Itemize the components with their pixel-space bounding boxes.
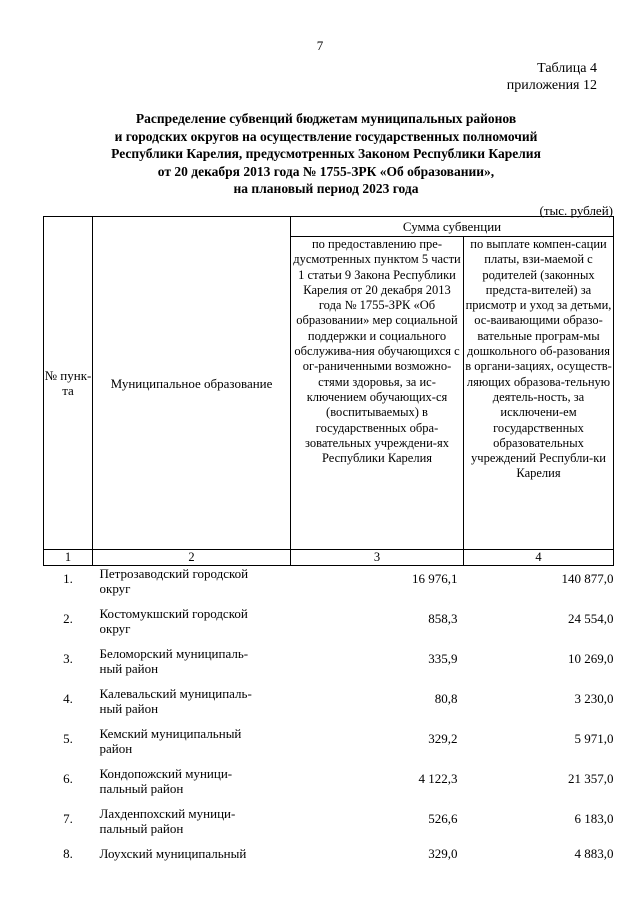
header-item-number: № пунк-та (44, 217, 93, 550)
table-number: Таблица 4 (537, 61, 597, 76)
title-line-1: Распределение субвенций бюджетам муниципальных районов (135, 111, 517, 126)
header-municipality-label: Муниципальное образование (110, 375, 273, 391)
municipality-name (93, 726, 291, 766)
name-line: округ (99, 580, 131, 596)
municipality-name (93, 806, 291, 846)
compensation-amount: 10 269,0 (568, 651, 614, 666)
social-support-amount: 329,2 (428, 731, 458, 746)
name-line: Петрозаводский городской (99, 566, 249, 581)
header-social-support: по предоставлению пре-дусмотренных пунктом 5 части 1 статьи 9 Закона Республики Карелия от 20 декабря 2013 года № 1755-ЗРК «Об образовании» мер социальной поддержки и социального обслужива-ния обучающихся с ог-раниченными возможно-стями здоровья, за ис-ключением обучающих-ся (воспитываемых) в государственных обра-зовательных учреждени-ях Республики Карелия (291, 237, 464, 550)
compensation-amount: 5 971,0 (574, 731, 614, 746)
name-line: пальный район (99, 780, 184, 796)
subvention-table (43, 216, 614, 865)
row-number: 4. (63, 691, 73, 706)
social-support-amount: 4 122,3 (418, 771, 458, 786)
municipality-name (93, 646, 291, 686)
compensation-amount: 24 554,0 (568, 611, 614, 626)
title-line-3: Республики Карелия, предусмотренных Законом Республики Карелия (111, 146, 541, 161)
table-row (44, 806, 614, 846)
compensation-amount: 140 877,0 (561, 571, 614, 586)
municipality-name (93, 766, 291, 806)
column-number: 4 (464, 550, 614, 566)
title-line-4: от 20 декабря 2013 года № 1755-ЗРК «Об образовании», (157, 163, 495, 179)
compensation-amount: 4 883,0 (574, 846, 614, 861)
column-number: 2 (93, 550, 291, 566)
name-line: округ (99, 620, 131, 636)
title-line-2: и городских округов на осуществление государственных полномочий (114, 128, 538, 144)
page-number: 7 (316, 38, 324, 53)
document-title (40, 110, 612, 198)
row-number: 2. (63, 611, 73, 626)
name-line: ный район (99, 660, 159, 676)
name-line: Лоухский муниципальный (99, 846, 247, 861)
table-row (44, 606, 614, 646)
table-reference (507, 60, 597, 94)
header-compensation: по выплате компен-сации платы, взи-маемой с родителей (законных предста-вителей) за присмотр и уход за детьми, ос-ваивающими образо-вательные програм-мы дошкольного об-разования в органи-зациях, осуществ-ляющих образова-тельную деятель-ность, за исключени-ем государственных образовательных учреждений Республи-ки Карелия (464, 237, 614, 550)
row-number: 8. (63, 846, 73, 861)
column-number: 1 (44, 550, 93, 566)
compensation-amount: 21 357,0 (568, 771, 614, 786)
compensation-amount: 3 230,0 (574, 691, 614, 706)
social-support-amount: 526,6 (428, 811, 458, 826)
title-line-5: на плановый период 2023 года (233, 181, 419, 196)
row-number: 1. (63, 571, 73, 586)
table-row (44, 846, 614, 865)
appendix-number: приложения 12 (506, 78, 597, 93)
social-support-amount: 16 976,1 (412, 571, 458, 586)
name-line: район (99, 740, 133, 756)
name-line: Костомукшский городской (99, 606, 248, 621)
social-support-amount: 80,8 (434, 691, 458, 706)
social-support-amount: 335,9 (428, 651, 458, 666)
row-number: 7. (63, 811, 73, 826)
municipality-name (93, 846, 291, 865)
municipality-name (93, 686, 291, 726)
social-support-amount: 858,3 (428, 611, 458, 626)
header-subvention-amount: Сумма субвенции (291, 217, 614, 237)
row-number: 3. (63, 651, 73, 666)
compensation-amount: 6 183,0 (574, 811, 614, 826)
name-line: Беломорский муниципаль- (99, 646, 249, 661)
municipality-name (93, 566, 291, 607)
header-municipality (93, 217, 291, 550)
units-note: (тыс. рублей) (539, 203, 613, 218)
table-row (44, 566, 614, 607)
municipality-name (93, 606, 291, 646)
name-line: ный район (99, 700, 159, 716)
table-row (44, 646, 614, 686)
name-line: Лахденпохский муници- (99, 806, 236, 821)
table-row (44, 766, 614, 806)
social-support-amount: 329,0 (428, 846, 458, 861)
name-line: Кемский муниципальный (99, 726, 242, 741)
name-line: Кондопожский муници- (99, 766, 233, 781)
name-line: пальный район (99, 820, 184, 836)
table-row (44, 726, 614, 766)
row-number: 5. (63, 731, 73, 746)
row-number: 6. (63, 771, 73, 786)
column-numbers-row (44, 550, 614, 566)
column-number: 3 (291, 550, 464, 566)
table-row (44, 686, 614, 726)
name-line: Калевальский муниципаль- (99, 686, 252, 701)
